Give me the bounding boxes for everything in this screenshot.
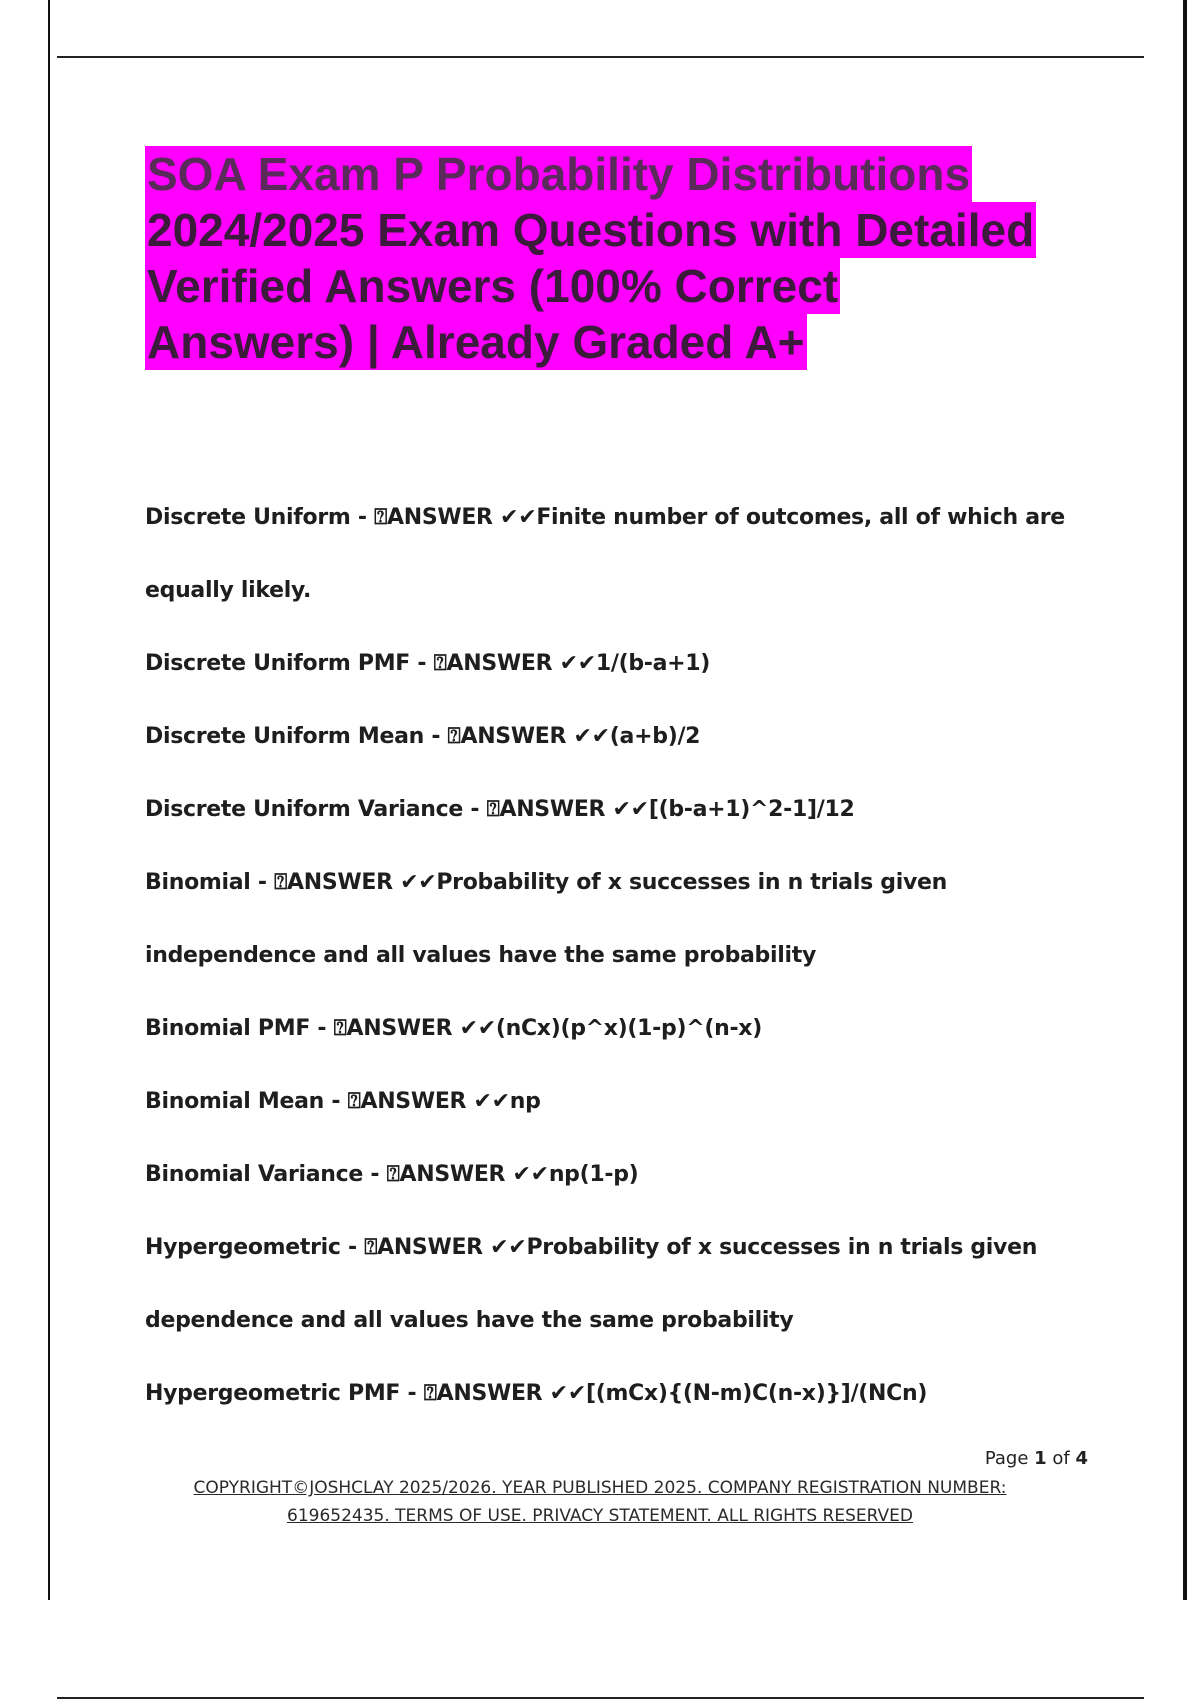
entry-line: Binomial Mean - ⍰ANSWER ✔✔np [145, 1089, 541, 1114]
copyright-line-1: COPYRIGHT©JOSHCLAY 2025/2026. YEAR PUBLISHED 2025. COMPANY REGISTRATION NUMBER: [193, 1478, 1007, 1498]
bottom-rule [57, 1697, 1144, 1699]
entry-line: independence and all values have the same probability [145, 943, 816, 968]
entry-line: equally likely. [145, 578, 312, 603]
page-prefix: Page [984, 1448, 1035, 1469]
page-total: 4 [1075, 1448, 1088, 1469]
title-line-3: Verified Answers (100% Correct [147, 260, 839, 312]
document-title [145, 146, 1095, 370]
entry-line: Binomial Variance - ⍰ANSWER ✔✔np(1-p) [145, 1162, 639, 1187]
entry-line: Discrete Uniform PMF - ⍰ANSWER ✔✔1/(b-a+1) [145, 651, 711, 676]
entry-line: Binomial PMF - ⍰ANSWER ✔✔(nCx)(p^x)(1-p)^(n-x) [145, 1016, 762, 1041]
page-current: 1 [1034, 1448, 1047, 1469]
page-of: of [1046, 1448, 1076, 1469]
copyright-line-2: 619652435. TERMS OF USE. PRIVACY STATEMENT. ALL RIGHTS RESERVED [287, 1506, 913, 1526]
page-number [985, 1448, 1088, 1469]
entry-line: Binomial - ⍰ANSWER ✔✔Probability of x successes in n trials given [145, 870, 947, 895]
entry-line: Discrete Uniform Variance - ⍰ANSWER ✔✔[(b-a+1)^2-1]/12 [145, 797, 855, 822]
page-frame-left [48, 0, 50, 1600]
title-line-4: Answers) | Already Graded A+ [147, 316, 805, 368]
page-frame-right [1183, 0, 1187, 1600]
entry-line: Discrete Uniform Mean - ⍰ANSWER ✔✔(a+b)/2 [145, 724, 701, 749]
entry-line: dependence and all values have the same probability [145, 1308, 794, 1333]
copyright-footer [120, 1474, 1080, 1530]
entry-line: Discrete Uniform - ⍰ANSWER ✔✔Finite number of outcomes, all of which are [145, 505, 1065, 530]
entry-line: Hypergeometric PMF - ⍰ANSWER ✔✔[(mCx){(N-m)C(n-x)}]/(NCn) [145, 1381, 928, 1406]
top-rule [57, 56, 1144, 58]
qa-entries [145, 500, 1075, 1449]
entry-line: Hypergeometric - ⍰ANSWER ✔✔Probability of x successes in n trials given [145, 1235, 1038, 1260]
title-line-1: SOA Exam P Probability Distributions [147, 148, 971, 200]
title-line-2: 2024/2025 Exam Questions with Detailed [147, 204, 1035, 256]
